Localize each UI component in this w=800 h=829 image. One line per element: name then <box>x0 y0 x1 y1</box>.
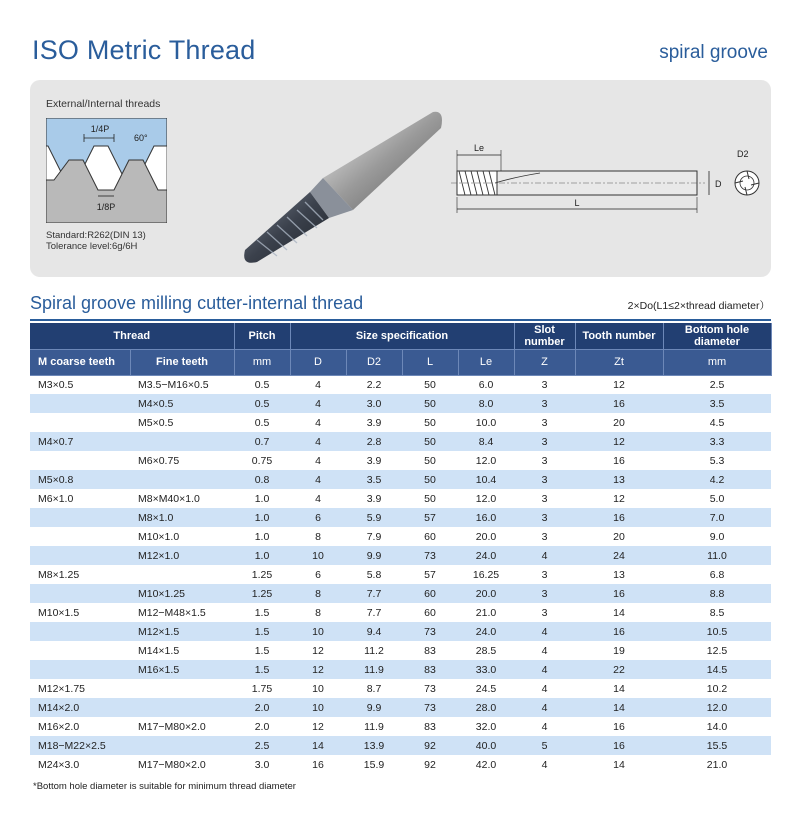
table-cell: 1.5 <box>234 660 290 679</box>
pitch-header: Pitch <box>234 323 290 349</box>
table-cell: 60 <box>402 584 458 603</box>
table-cell: 24 <box>575 546 663 565</box>
table-cell: 57 <box>402 565 458 584</box>
table-cell: M16×2.0 <box>30 717 130 736</box>
table-cell <box>130 470 234 489</box>
page-subtitle: spiral groove <box>659 42 768 63</box>
table-cell: 2.2 <box>346 375 402 394</box>
dimension-drawing <box>435 135 765 220</box>
table-cell: 16 <box>290 755 346 774</box>
table-cell: M5×0.5 <box>130 413 234 432</box>
z-header: Z <box>514 349 575 375</box>
size-header: Size specification <box>290 323 514 349</box>
table-cell: 50 <box>402 451 458 470</box>
table-row <box>30 660 771 679</box>
table-cell: 5 <box>514 736 575 755</box>
table-cell: 12 <box>575 375 663 394</box>
table-row <box>30 546 771 565</box>
table-cell: 0.75 <box>234 451 290 470</box>
table-cell: 13 <box>575 470 663 489</box>
tooth-header: Tooth number <box>575 323 663 349</box>
table-cell: M24×3.0 <box>30 755 130 774</box>
table-cell: 5.3 <box>663 451 771 470</box>
table-cell: 16.25 <box>458 565 514 584</box>
table-cell: 4 <box>514 622 575 641</box>
bottom-unit-header: mm <box>663 349 771 375</box>
table-cell: 10.5 <box>663 622 771 641</box>
table-cell: 5.0 <box>663 489 771 508</box>
table-subheader-row <box>30 349 771 375</box>
table-cell: 16 <box>575 584 663 603</box>
d2-dimension-label: D2 <box>737 149 749 159</box>
table-cell: 33.0 <box>458 660 514 679</box>
d-header: D <box>290 349 346 375</box>
table-cell: 14.0 <box>663 717 771 736</box>
table-cell <box>130 679 234 698</box>
table-cell <box>30 413 130 432</box>
table-cell: 28.5 <box>458 641 514 660</box>
table-cell: 4.5 <box>663 413 771 432</box>
table-cell: 4 <box>514 755 575 774</box>
table-cell: 12.0 <box>663 698 771 717</box>
table-cell: 22 <box>575 660 663 679</box>
standard-text: Standard:R262(DIN 13) <box>46 230 146 241</box>
table-row <box>30 622 771 641</box>
table-cell: M12−M48×1.5 <box>130 603 234 622</box>
coarse-teeth-header: M coarse teeth <box>30 349 130 375</box>
table-cell: M4×0.7 <box>30 432 130 451</box>
table-cell: 50 <box>402 489 458 508</box>
table-row <box>30 641 771 660</box>
table-header-row <box>30 323 771 349</box>
table-cell: 8.4 <box>458 432 514 451</box>
table-cell: 6.0 <box>458 375 514 394</box>
page-title: ISO Metric Thread <box>32 35 256 65</box>
table-cell: 5.8 <box>346 565 402 584</box>
thread-spec-table <box>30 323 772 774</box>
table-cell: 1.5 <box>234 603 290 622</box>
table-cell: M8×1.25 <box>30 565 130 584</box>
table-cell: 3.5 <box>346 470 402 489</box>
table-cell: 4 <box>514 546 575 565</box>
table-cell: 16 <box>575 451 663 470</box>
table-cell: 6.8 <box>663 565 771 584</box>
table-cell: 10.0 <box>458 413 514 432</box>
table-cell: 60 <box>402 527 458 546</box>
table-cell: 4 <box>290 470 346 489</box>
table-row <box>30 527 771 546</box>
table-cell: 8.7 <box>346 679 402 698</box>
spiral-cutter-photo <box>205 100 445 270</box>
table-cell: 4 <box>290 432 346 451</box>
table-cell: 10 <box>290 546 346 565</box>
table-cell: 7.7 <box>346 584 402 603</box>
table-cell: 6 <box>290 508 346 527</box>
table-row <box>30 736 771 755</box>
table-row <box>30 470 771 489</box>
table-cell: 3.5 <box>663 394 771 413</box>
table-cell: M14×2.0 <box>30 698 130 717</box>
table-row <box>30 394 771 413</box>
table-cell: 73 <box>402 622 458 641</box>
table-cell <box>30 660 130 679</box>
table-cell: 10 <box>290 679 346 698</box>
table-cell: 0.7 <box>234 432 290 451</box>
table-cell: 40.0 <box>458 736 514 755</box>
d2-header: D2 <box>346 349 402 375</box>
table-cell: 50 <box>402 394 458 413</box>
table-cell: 3.9 <box>346 451 402 470</box>
table-cell: 73 <box>402 546 458 565</box>
table-cell: 3 <box>514 584 575 603</box>
table-cell: 4 <box>290 451 346 470</box>
table-cell: 6 <box>290 565 346 584</box>
table-cell: M8×1.0 <box>130 508 234 527</box>
table-cell: 32.0 <box>458 717 514 736</box>
table-cell: M6×1.0 <box>30 489 130 508</box>
product-hero-panel <box>30 80 771 277</box>
d-dimension-label: D <box>715 179 722 189</box>
table-cell: 2.0 <box>234 698 290 717</box>
table-cell <box>30 451 130 470</box>
table-cell: M17−M80×2.0 <box>130 717 234 736</box>
table-cell: 1.25 <box>234 565 290 584</box>
table-cell: 9.0 <box>663 527 771 546</box>
table-cell: 3 <box>514 413 575 432</box>
table-cell: M12×1.75 <box>30 679 130 698</box>
table-cell: 28.0 <box>458 698 514 717</box>
table-cell: 0.5 <box>234 375 290 394</box>
table-cell: 7.7 <box>346 603 402 622</box>
table-cell: M8×M40×1.0 <box>130 489 234 508</box>
table-cell: 1.0 <box>234 508 290 527</box>
table-cell: 4 <box>514 660 575 679</box>
table-cell: 3 <box>514 508 575 527</box>
table-cell <box>130 565 234 584</box>
thread-header: Thread <box>30 323 234 349</box>
table-cell <box>130 698 234 717</box>
table-cell <box>30 508 130 527</box>
table-cell: 50 <box>402 432 458 451</box>
table-row <box>30 679 771 698</box>
table-cell <box>30 527 130 546</box>
section-title: Spiral groove milling cutter-internal thread <box>30 293 364 313</box>
table-cell: 13 <box>575 565 663 584</box>
table-cell: 8.0 <box>458 394 514 413</box>
table-cell: 73 <box>402 679 458 698</box>
table-cell: 11.0 <box>663 546 771 565</box>
table-cell: 3 <box>514 394 575 413</box>
table-cell: 4 <box>290 375 346 394</box>
table-cell: M3.5−M16×0.5 <box>130 375 234 394</box>
table-cell <box>30 546 130 565</box>
table-cell: 11.2 <box>346 641 402 660</box>
thread-profile-diagram <box>46 118 167 223</box>
section-note: 2×Do(L1≤2×thread diameter） <box>627 300 770 312</box>
le-dimension-label: Le <box>473 143 485 153</box>
table-cell: 14 <box>290 736 346 755</box>
table-row <box>30 432 771 451</box>
table-cell: 92 <box>402 755 458 774</box>
standard-info <box>46 230 146 252</box>
table-cell: 10 <box>290 698 346 717</box>
table-cell: 12 <box>575 489 663 508</box>
table-cell: 1.25 <box>234 584 290 603</box>
table-cell: 19 <box>575 641 663 660</box>
table-row <box>30 413 771 432</box>
table-cell: 3 <box>514 470 575 489</box>
table-cell: 9.9 <box>346 546 402 565</box>
table-cell: M12×1.0 <box>130 546 234 565</box>
table-cell: 50 <box>402 470 458 489</box>
table-row <box>30 375 771 394</box>
table-cell <box>30 584 130 603</box>
table-cell: 0.8 <box>234 470 290 489</box>
pitch-unit-header: mm <box>234 349 290 375</box>
table-cell: 3 <box>514 603 575 622</box>
eighth-pitch-label: 1/8P <box>96 202 116 212</box>
table-cell <box>30 394 130 413</box>
table-cell: 20.0 <box>458 527 514 546</box>
table-cell: 2.5 <box>234 736 290 755</box>
table-cell: 4 <box>290 394 346 413</box>
fine-teeth-header: Fine teeth <box>130 349 234 375</box>
le-header: Le <box>458 349 514 375</box>
quarter-pitch-label: 1/4P <box>90 124 110 134</box>
table-cell: 4 <box>514 641 575 660</box>
table-cell: 14 <box>575 755 663 774</box>
table-cell: M14×1.5 <box>130 641 234 660</box>
table-cell: 2.8 <box>346 432 402 451</box>
table-cell: 15.9 <box>346 755 402 774</box>
table-cell: 10 <box>290 622 346 641</box>
table-cell: 21.0 <box>663 755 771 774</box>
table-cell: 1.0 <box>234 546 290 565</box>
table-cell: M4×0.5 <box>130 394 234 413</box>
table-cell: 12 <box>290 660 346 679</box>
table-cell: 2.5 <box>663 375 771 394</box>
table-cell: 20 <box>575 413 663 432</box>
table-cell: M12×1.5 <box>130 622 234 641</box>
table-cell: 2.0 <box>234 717 290 736</box>
table-cell: 11.9 <box>346 660 402 679</box>
table-cell: 12 <box>290 717 346 736</box>
table-cell: 4 <box>514 717 575 736</box>
tolerance-text: Tolerance level:6g/6H <box>46 241 138 252</box>
table-cell: 20 <box>575 527 663 546</box>
table-cell: 12.0 <box>458 451 514 470</box>
table-cell <box>130 736 234 755</box>
table-cell: 3.9 <box>346 413 402 432</box>
table-cell: 92 <box>402 736 458 755</box>
table-row <box>30 603 771 622</box>
table-cell: 8 <box>290 603 346 622</box>
table-cell: 14 <box>575 603 663 622</box>
table-row <box>30 698 771 717</box>
table-cell <box>30 622 130 641</box>
table-row <box>30 565 771 584</box>
table-cell: 16 <box>575 717 663 736</box>
table-cell: 1.5 <box>234 622 290 641</box>
table-cell: 4.2 <box>663 470 771 489</box>
table-cell: 13.9 <box>346 736 402 755</box>
table-cell: M5×0.8 <box>30 470 130 489</box>
table-cell <box>130 432 234 451</box>
table-cell: 7.9 <box>346 527 402 546</box>
table-cell: 12.0 <box>458 489 514 508</box>
table-cell: 5.9 <box>346 508 402 527</box>
table-cell: 15.5 <box>663 736 771 755</box>
table-cell: 4 <box>290 489 346 508</box>
table-cell: 21.0 <box>458 603 514 622</box>
table-cell: 4 <box>514 679 575 698</box>
table-row <box>30 717 771 736</box>
table-cell: 60 <box>402 603 458 622</box>
table-cell: 8 <box>290 527 346 546</box>
table-cell: 3 <box>514 432 575 451</box>
table-cell: 3.3 <box>663 432 771 451</box>
bottom-hole-header: Bottom hole diameter <box>663 323 771 349</box>
table-cell: M10×1.25 <box>130 584 234 603</box>
flank-angle-label: 60° <box>134 133 148 143</box>
table-cell: 3 <box>514 565 575 584</box>
table-row <box>30 451 771 470</box>
table-cell: 83 <box>402 660 458 679</box>
table-cell: 7.0 <box>663 508 771 527</box>
zt-header: Zt <box>575 349 663 375</box>
table-cell: 83 <box>402 641 458 660</box>
table-cell: 3 <box>514 451 575 470</box>
table-cell: 9.9 <box>346 698 402 717</box>
table-cell: 8.5 <box>663 603 771 622</box>
table-cell: M10×1.0 <box>130 527 234 546</box>
table-cell: 10.2 <box>663 679 771 698</box>
table-cell: 11.9 <box>346 717 402 736</box>
table-cell: 57 <box>402 508 458 527</box>
table-cell: 4 <box>290 413 346 432</box>
table-cell: 1.5 <box>234 641 290 660</box>
table-cell: 1.0 <box>234 527 290 546</box>
table-row <box>30 489 771 508</box>
table-cell: 50 <box>402 413 458 432</box>
table-cell: 8 <box>290 584 346 603</box>
table-cell: 3.9 <box>346 489 402 508</box>
table-cell <box>30 641 130 660</box>
table-cell: 1.75 <box>234 679 290 698</box>
table-cell: 42.0 <box>458 755 514 774</box>
table-cell: 14.5 <box>663 660 771 679</box>
table-cell: 3 <box>514 489 575 508</box>
table-cell: 14 <box>575 679 663 698</box>
table-row <box>30 755 771 774</box>
table-cell: 24.0 <box>458 546 514 565</box>
table-cell: M10×1.5 <box>30 603 130 622</box>
table-cell: 10.4 <box>458 470 514 489</box>
table-cell: 16.0 <box>458 508 514 527</box>
table-cell: 9.4 <box>346 622 402 641</box>
table-cell: 3.0 <box>234 755 290 774</box>
slot-header: Slot number <box>514 323 575 349</box>
table-cell: 73 <box>402 698 458 717</box>
table-cell: 0.5 <box>234 394 290 413</box>
table-cell: 8.8 <box>663 584 771 603</box>
table-cell: 12 <box>575 432 663 451</box>
section-divider <box>30 319 771 321</box>
table-cell: 24.5 <box>458 679 514 698</box>
table-cell: 50 <box>402 375 458 394</box>
table-row <box>30 508 771 527</box>
table-cell: M3×0.5 <box>30 375 130 394</box>
table-cell: M6×0.75 <box>130 451 234 470</box>
table-cell: 3.0 <box>346 394 402 413</box>
table-cell: 83 <box>402 717 458 736</box>
table-cell: 3 <box>514 375 575 394</box>
table-cell: 0.5 <box>234 413 290 432</box>
l-header: L <box>402 349 458 375</box>
table-cell: M18−M22×2.5 <box>30 736 130 755</box>
table-cell: 12.5 <box>663 641 771 660</box>
table-cell: 1.0 <box>234 489 290 508</box>
table-cell: 20.0 <box>458 584 514 603</box>
table-cell: 16 <box>575 736 663 755</box>
table-cell: 24.0 <box>458 622 514 641</box>
table-cell: 12 <box>290 641 346 660</box>
table-cell: 4 <box>514 698 575 717</box>
table-cell: 3 <box>514 527 575 546</box>
l-dimension-label: L <box>574 198 580 208</box>
table-cell: M16×1.5 <box>130 660 234 679</box>
table-cell: 16 <box>575 508 663 527</box>
table-cell: 14 <box>575 698 663 717</box>
table-cell: M17−M80×2.0 <box>130 755 234 774</box>
table-cell: 16 <box>575 394 663 413</box>
table-row <box>30 584 771 603</box>
thread-type-label: External/Internal threads <box>46 98 161 110</box>
table-cell: 16 <box>575 622 663 641</box>
footnote: *Bottom hole diameter is suitable for minimum thread diameter <box>33 781 296 792</box>
